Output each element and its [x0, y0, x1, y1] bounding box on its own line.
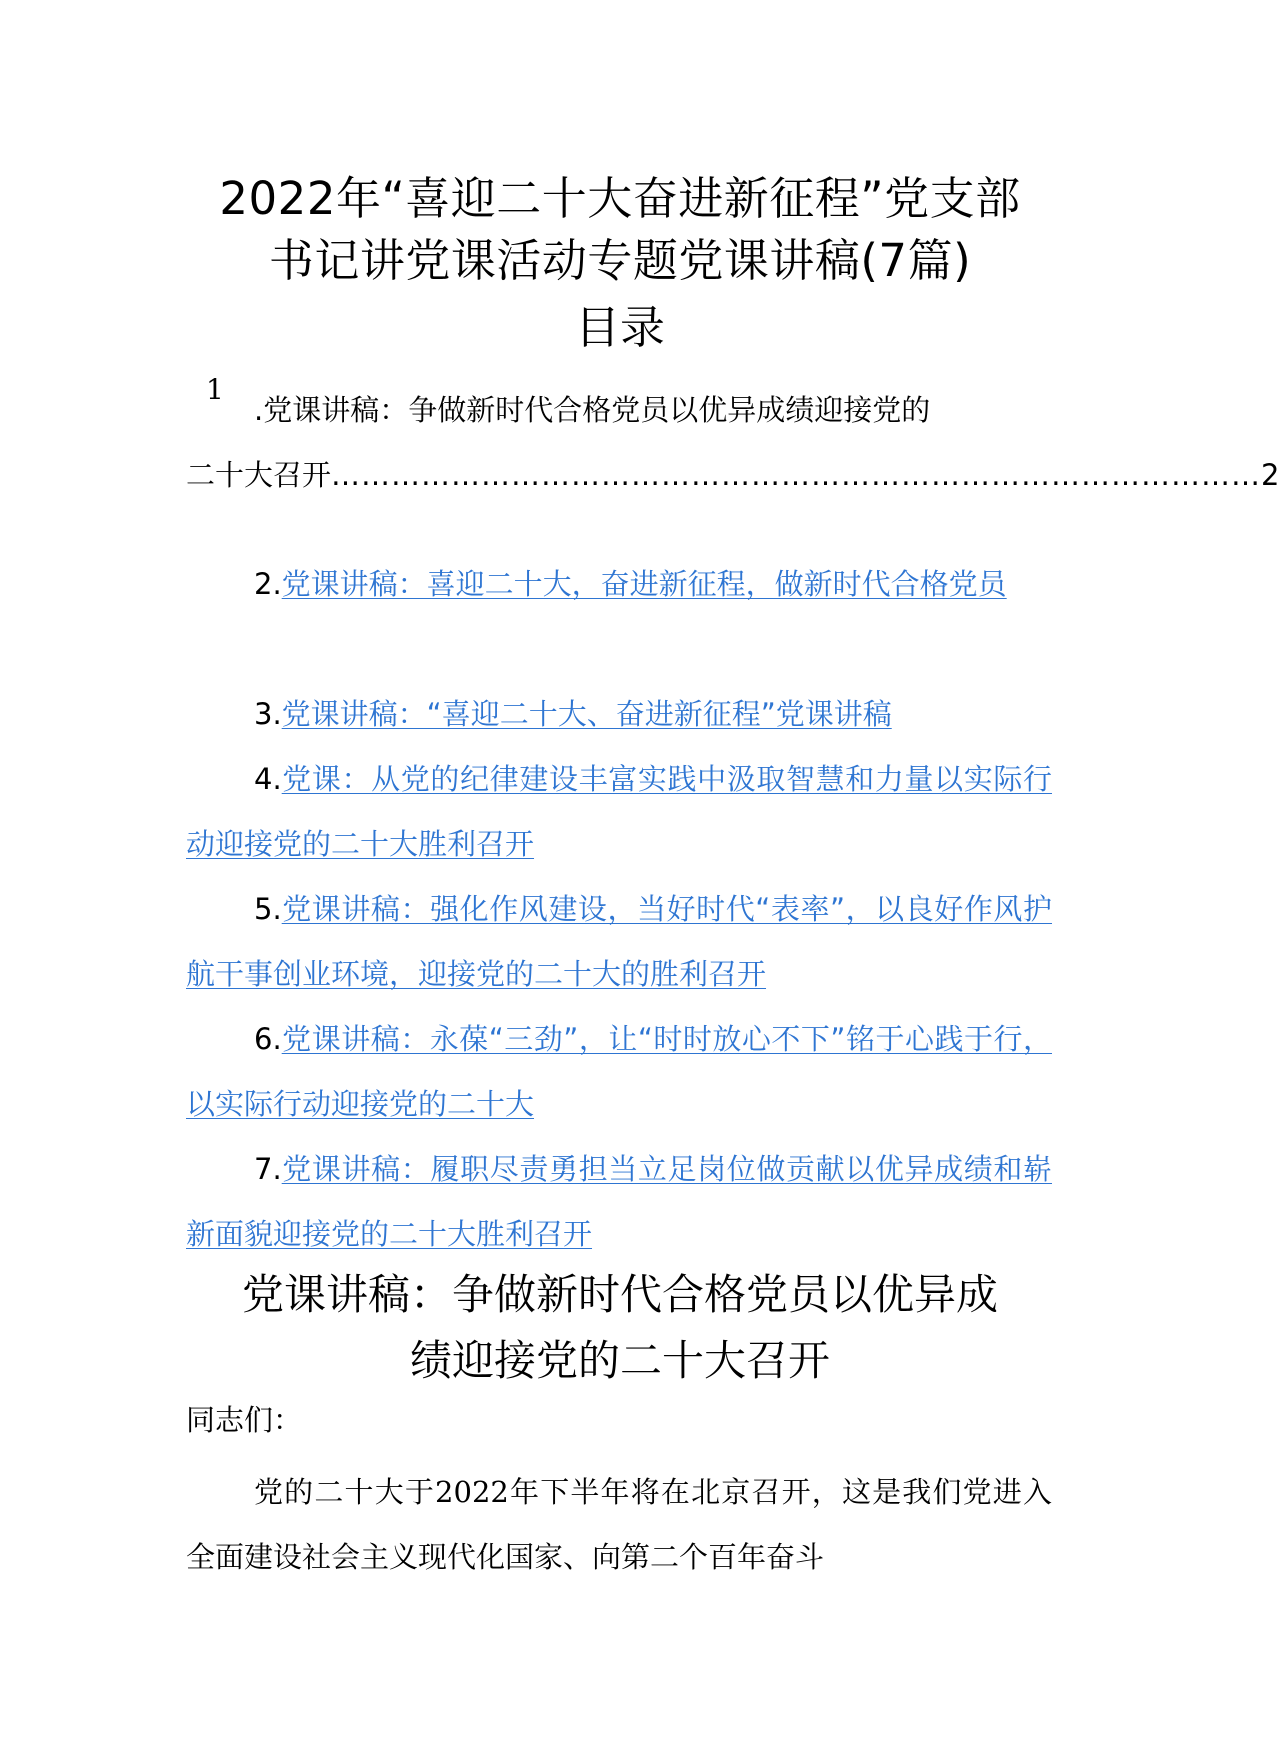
body-text-start: 党的二十大于: [254, 1475, 436, 1509]
toc-entry-number: 7.: [254, 1152, 282, 1186]
toc-link[interactable]: 党课讲稿：履职尽责勇担当立足岗位做贡献以优异成绩和崭新面貌迎接党的二十大胜利召开: [186, 1152, 1052, 1251]
toc-entry-3[interactable]: [186, 682, 1052, 747]
toc-link[interactable]: 党课讲稿：喜迎二十大，奋进新征程，做新时代合格党员: [281, 567, 1007, 601]
toc-entry-1-line2: [186, 443, 1279, 508]
section-title-line-2: 绩迎接党的二十大召开: [409, 1336, 830, 1385]
body-paragraph: [186, 1460, 1052, 1590]
toc-entry-6[interactable]: [186, 1007, 1052, 1137]
section-title: [150, 1262, 1090, 1394]
toc-entry-number: 4.: [254, 762, 282, 796]
toc-entry-7[interactable]: [186, 1137, 1052, 1267]
document-title-line-1: 2022年“喜迎二十大奋进新征程”党支部: [219, 172, 1021, 225]
document-title-line-2: 书记讲党课活动专题党课讲稿(7篇): [268, 234, 972, 287]
body-text-rest: 年下半年将在北京召开，这是我们党进入全面建设社会主义现代化国家、向第二个百年奋斗: [186, 1475, 1052, 1574]
toc-entry-1[interactable]: [186, 378, 1279, 508]
body-year: 2022: [435, 1475, 509, 1509]
section-title-line-1: 党课讲稿：争做新时代合格党员以优异成: [241, 1270, 998, 1319]
toc-entry-1-tail: 二十大召开: [186, 458, 332, 492]
toc-entry-number: 5.: [254, 892, 282, 926]
toc-entry-number: 6.: [254, 1022, 282, 1056]
toc-link[interactable]: 党课讲稿：“喜迎二十大、奋进新征程”党课讲稿: [281, 697, 892, 731]
toc-link[interactable]: 党课讲稿：强化作风建设，当好时代“表率”，以良好作风护航干事创业环境，迎接党的二十大的胜利召开: [186, 892, 1052, 991]
toc-page-number: 2: [1261, 458, 1279, 492]
toc-entry-1-line1: .党课讲稿：争做新时代合格党员以优异成绩迎接党的: [254, 393, 931, 427]
toc-entry-4[interactable]: [186, 747, 1052, 877]
toc-link[interactable]: 党课：从党的纪律建设丰富实践中汲取智慧和力量以实际行动迎接党的二十大胜利召开: [186, 762, 1052, 861]
toc-entry-number: 3.: [254, 697, 282, 731]
document-title: [150, 168, 1090, 292]
toc-entry-5[interactable]: [186, 877, 1052, 1007]
toc-dot-leader: …………………………………………………………………………………: [331, 458, 1262, 492]
toc-first-number: 1: [206, 373, 224, 406]
toc-link[interactable]: 党课讲稿：永葆“三劲”，让“时时放心不下”铭于心践于行，以实际行动迎接党的二十大: [186, 1022, 1052, 1121]
toc-heading: 目录: [574, 301, 665, 354]
toc-entry-number: 2.: [254, 567, 282, 601]
toc-entry-2[interactable]: [186, 552, 1052, 617]
salutation: 同志们：: [186, 1403, 303, 1437]
